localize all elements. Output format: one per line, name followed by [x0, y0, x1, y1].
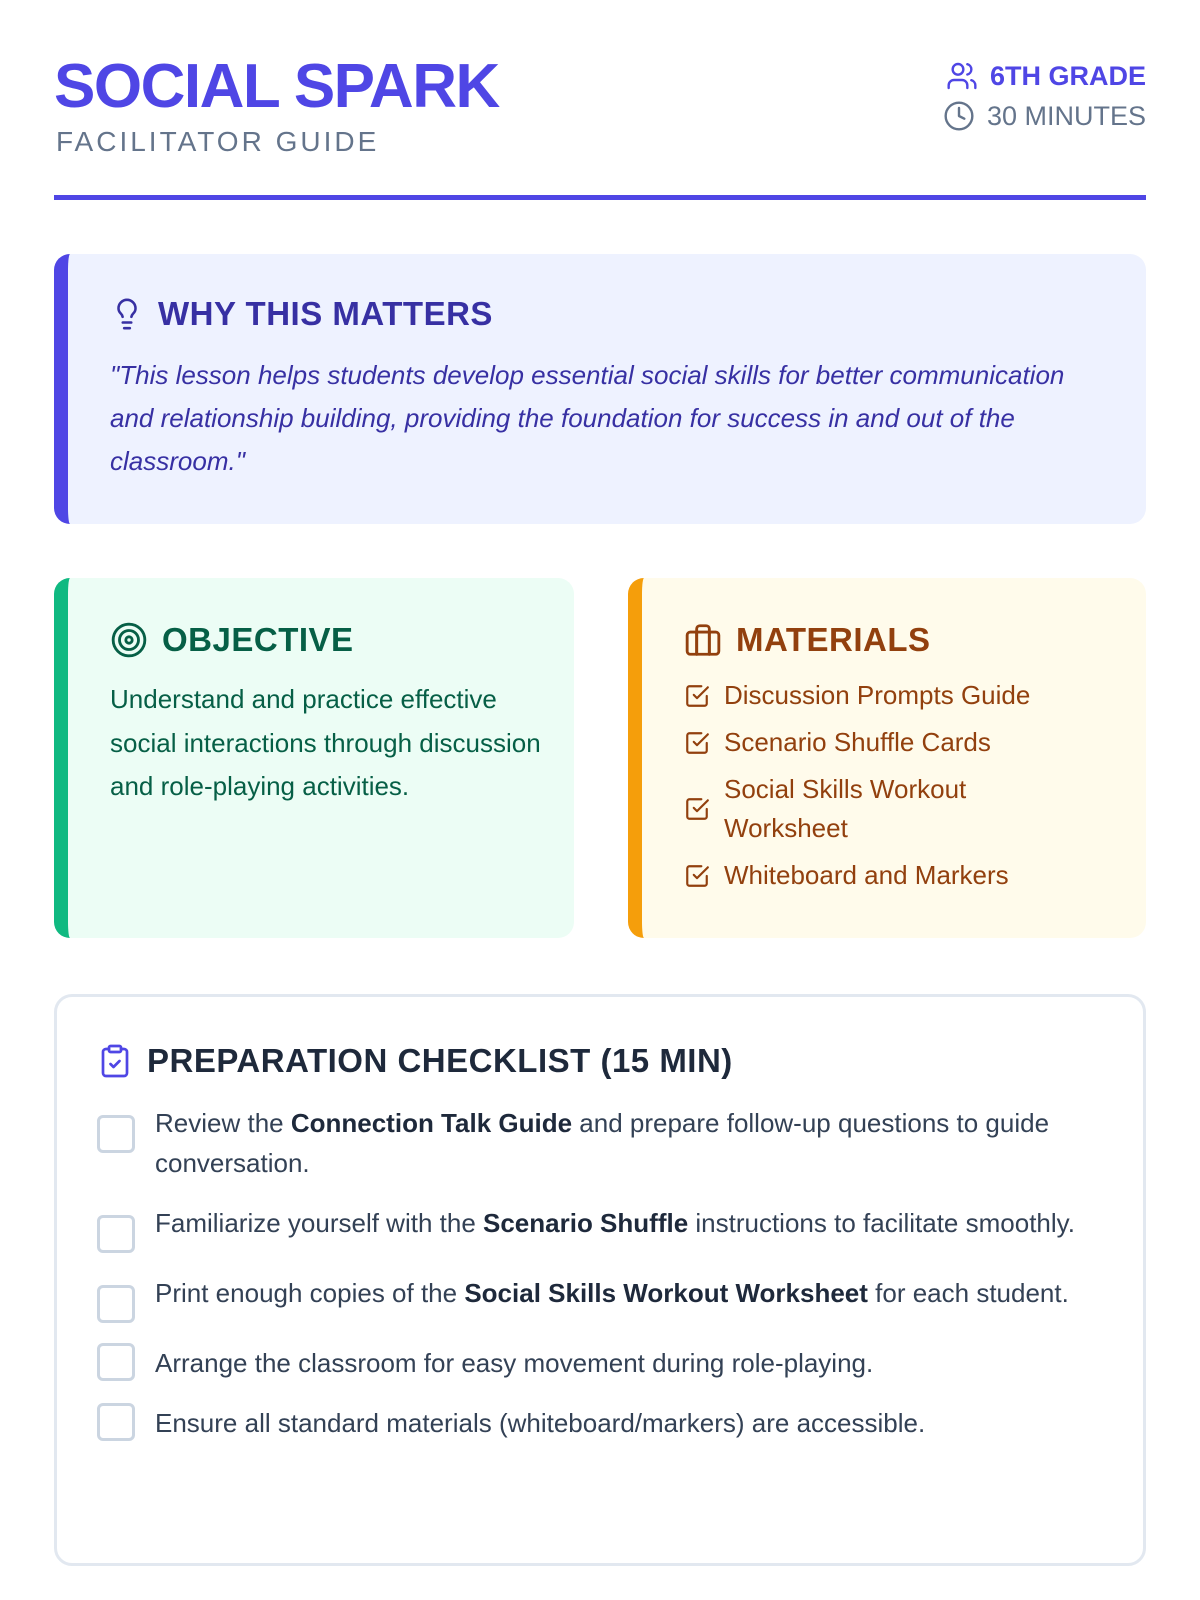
checklist-item	[97, 1343, 1103, 1383]
material-label: Scenario Shuffle Cards	[724, 727, 991, 757]
grade-label: 6TH GRADE	[989, 60, 1146, 91]
material-label: Social Skills Workout Worksheet	[724, 774, 967, 843]
lesson-meta	[943, 56, 1146, 136]
check-square-icon	[684, 683, 710, 709]
checklist-item	[97, 1273, 1103, 1323]
duration-label: 30 MINUTES	[986, 100, 1146, 131]
checkbox[interactable]	[97, 1215, 135, 1253]
preparation-checklist-card	[54, 994, 1146, 1566]
why-quote: "This lesson helps students develop essential social skills for better communication and relationship building, providing the foundation for success in and out of the classroom."	[110, 360, 1065, 476]
checklist-text: Familiarize yourself with the Scenario Shuffle instructions to facilitate smoothly.	[155, 1208, 1075, 1238]
checklist-item	[97, 1103, 1103, 1183]
clock-icon	[943, 100, 975, 132]
objective-card	[54, 578, 574, 938]
materials-list	[684, 676, 1116, 895]
checklist	[97, 1103, 1103, 1443]
material-label: Discussion Prompts Guide	[724, 680, 1031, 710]
list-item	[684, 856, 1116, 895]
objective-text: Understand and practice effective social interactions through discussion and role-playing activities.	[110, 684, 541, 801]
why-title: WHY THIS MATTERS	[158, 295, 493, 332]
list-item	[684, 676, 1116, 715]
checkbox[interactable]	[97, 1285, 135, 1323]
page-title: SOCIAL SPARK	[54, 52, 499, 121]
grade-info	[943, 56, 1146, 96]
checklist-item	[97, 1403, 1103, 1443]
checklist-text: Review the Connection Talk Guide and prepare follow-up questions to guide conversation.	[155, 1108, 1050, 1178]
users-icon	[946, 60, 978, 92]
list-item	[684, 723, 1116, 762]
check-square-icon	[684, 730, 710, 756]
preparation-title: PREPARATION CHECKLIST (15 MIN)	[147, 1042, 733, 1079]
page-subtitle: FACILITATOR GUIDE	[56, 126, 380, 157]
facilitator-guide-page	[54, 0, 1146, 1438]
materials-title: MATERIALS	[736, 621, 931, 658]
material-label: Whiteboard and Markers	[724, 860, 1009, 890]
checklist-text: Print enough copies of the Social Skills Workout Worksheet for each student.	[155, 1278, 1069, 1308]
card-header	[684, 620, 1116, 660]
why-this-matters-card	[54, 254, 1146, 524]
page-header	[54, 0, 1146, 200]
checkbox[interactable]	[97, 1343, 135, 1381]
check-square-icon	[684, 796, 710, 822]
checklist-item	[97, 1203, 1103, 1253]
check-square-icon	[684, 863, 710, 889]
materials-card	[628, 578, 1146, 938]
target-icon	[110, 621, 148, 659]
duration-info	[943, 96, 1146, 136]
checklist-text: Ensure all standard materials (whiteboard/markers) are accessible.	[155, 1408, 926, 1438]
card-header	[110, 294, 1106, 334]
checkbox[interactable]	[97, 1115, 135, 1153]
list-item	[684, 770, 1014, 848]
checkbox[interactable]	[97, 1403, 135, 1441]
clipboard-check-icon	[97, 1041, 133, 1081]
briefcase-icon	[684, 621, 722, 659]
objective-title: OBJECTIVE	[162, 621, 354, 658]
card-header	[110, 620, 544, 660]
lightbulb-icon	[110, 295, 144, 333]
checklist-text: Arrange the classroom for easy movement during role-playing.	[155, 1348, 874, 1378]
card-header	[97, 1041, 1103, 1081]
